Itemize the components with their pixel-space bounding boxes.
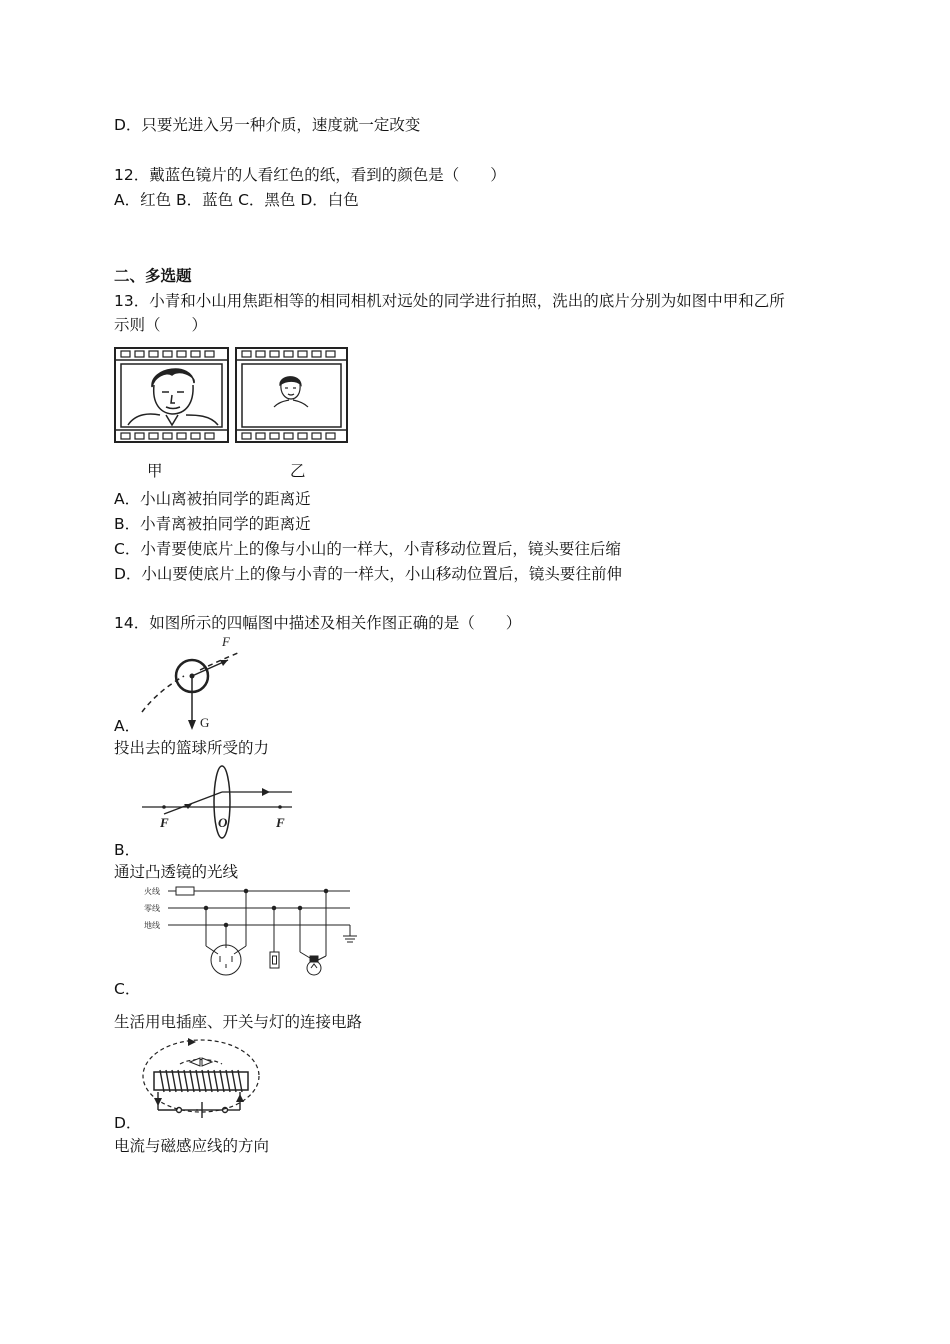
light-bulb	[279, 889, 328, 980]
wire-neutral-label: 零线	[144, 904, 160, 913]
socket-outlet	[204, 889, 248, 975]
force-f-label: F	[222, 634, 230, 649]
q13-figure-label-jia: 甲	[147, 462, 163, 480]
wall-switch	[270, 906, 279, 968]
q14-option-b-caption: 通过凸透镜的光线	[114, 863, 239, 881]
section-heading-multi-choice: 二、多选题	[114, 267, 192, 285]
q14-option-c-caption: 生活用电插座、开关与灯的连接电路	[114, 1013, 363, 1031]
q11-option-d: D．只要光进入另一种介质，速度就一定改变	[114, 116, 421, 134]
q14-option-d-letter: D．	[114, 1114, 142, 1132]
fuse	[176, 887, 194, 895]
lens-center-label: O	[218, 815, 228, 830]
focus-right-label: F	[276, 815, 285, 830]
q12-stem: 12．戴蓝色镜片的人看红色的纸，看到的颜色是（ ）	[114, 166, 506, 184]
q14-option-d-caption: 电流与磁感应线的方向	[114, 1137, 270, 1155]
q14-option-a-letter: A．	[114, 717, 141, 735]
q13-option-a: A．小山离被拍同学的距离近	[114, 490, 311, 508]
q13-stem-line1: 13．小青和小山用焦距相等的相同相机对远处的同学进行拍照，洗出的底片分别为如图中甲和乙所	[114, 292, 785, 310]
wire-ground-label: 地线	[144, 921, 160, 930]
film-strip-yi	[236, 348, 347, 442]
film-strip-jia	[115, 348, 228, 442]
field-line-inner	[180, 1060, 222, 1065]
q13-figure-label-yi: 乙	[290, 462, 306, 480]
battery-circuit	[158, 1092, 240, 1118]
q13-film-figure	[114, 347, 350, 445]
q13-stem-line2: 示则（ ）	[114, 316, 208, 334]
q13-option-c: C．小青要使底片上的像与小山的一样大，小青移动位置后，镜头要往后缩	[114, 540, 621, 558]
q14-option-c-letter: C．	[114, 980, 141, 998]
q14-option-b-letter: B．	[114, 841, 141, 859]
q14-figure-b-lens	[142, 762, 294, 840]
q14-figure-a-basketball	[140, 634, 250, 734]
focus-left-label: F	[160, 815, 169, 830]
q14-figure-d-solenoid	[140, 1036, 265, 1122]
wire-live-label: 火线	[144, 887, 160, 896]
q13-option-d: D．小山要使底片上的像与小青的一样大，小山移动位置后，镜头要往前伸	[114, 565, 622, 583]
q13-option-b: B．小青离被拍同学的距离近	[114, 515, 311, 533]
q14-figure-c-circuit	[140, 884, 360, 980]
q14-stem: 14．如图所示的四幅图中描述及相关作图正确的是（ ）	[114, 614, 522, 632]
force-g-label: G	[200, 715, 210, 730]
q12-options: A．红色 B．蓝色 C．黑色 D．白色	[114, 191, 359, 209]
q14-option-a-caption: 投出去的篮球所受的力	[114, 739, 270, 757]
